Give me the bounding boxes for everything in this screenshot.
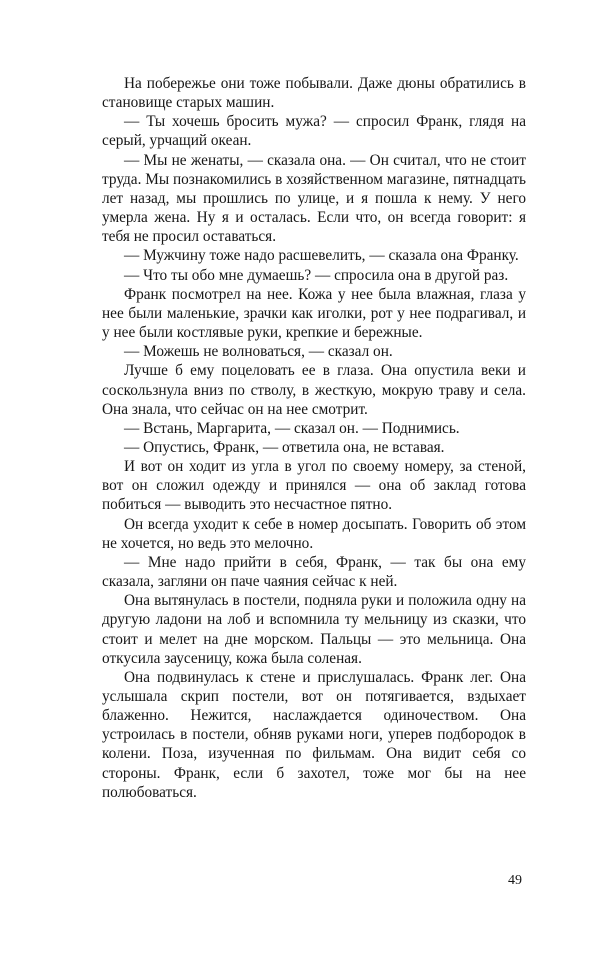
page-number: 49 — [508, 873, 522, 888]
paragraph: — Опустись, Франк, — ответила она, не вставая. — [124, 438, 445, 456]
paragraph: Лучше б ему поцеловать ее в глаза. Она опустила веки и соскользнула вниз по стволу, в жесткую, мокрую траву и села. Она знала, что сейчас он на нее смотрит. — [102, 362, 526, 418]
paragraph: На побережье они тоже побывали. Даже дюны обратились в становище старых машин. — [102, 75, 526, 112]
paragraph: — Мы не женаты, — сказала она. — Он считал, что не стоит труда. Мы познакомились в хозяйственном магазине, пятнадцать лет назад, мы прошлись по улице, и я пошла к нему. У него умерла жена. Ну я и осталась. Если что, он всегда говорит: я тебя не просил оставаться. — [102, 151, 526, 246]
paragraph: — Что ты обо мне думаешь? — спросила она в другой раз. — [124, 266, 509, 284]
paragraph: — Встань, Маргарита, — сказал он. — Поднимись. — [124, 419, 460, 437]
paragraph: — Мужчину тоже надо расшевелить, — сказала она Франку. — [124, 247, 519, 265]
paragraph: Франк посмотрел на нее. Кожа у нее была влажная, глаза у нее были маленькие, зрачки как иголки, рот у нее подрагивал, и у нее были костлявые руки, крепкие и бережные. — [102, 285, 526, 342]
paragraph: Она подвинулась к стене и прислушалась. Франк лег. Она услышала скрип постели, вот он потягивается, вздыхает блаженно. Нежится, наслаждается одиночеством. Она устроилась в постели, обняв руками ноги, уперев подбородок в колени. Поза, изученная по фильмам. Она видит себя со стороны. Франк, если б захотел, тоже мог бы на нее полюбоваться. — [102, 668, 526, 801]
paragraph: Он всегда уходит к себе в номер досыпать. Говорить об этом не хочется, но ведь это мелочно. — [102, 515, 526, 552]
body-text — [102, 74, 526, 802]
paragraph: — Можешь не волноваться, — сказал он. — [124, 343, 393, 361]
paragraph: — Ты хочешь бросить мужа? — спросил Франк, глядя на серый, урчащий океан. — [102, 113, 526, 150]
paragraph: — Мне надо прийти в себя, Франк, — так бы она ему сказала, загляни он паче чаяния сейчас к ней. — [102, 553, 526, 591]
paragraph: Она вытянулась в постели, подняла руки и положила одну на другую ладони на лоб и вспомнила ту мельницу из сказки, что стоит и мелет на дне морском. Пальцы — это мельница. Она откусила заусеницу, кожа была соленая. — [102, 592, 526, 667]
paragraph: И вот он ходит из угла в угол по своему номеру, за стеной, вот он сложил одежду и принялся — она об заклад готова побиться — выводить это несчастное пятно. — [102, 458, 526, 514]
